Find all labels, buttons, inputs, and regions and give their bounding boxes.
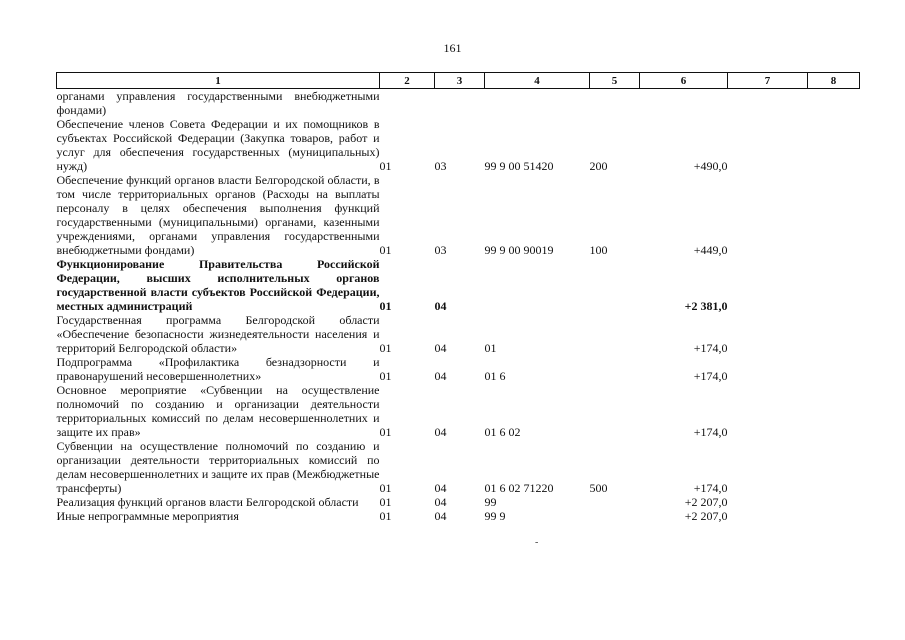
row-subsection: 03 [434,159,447,173]
row-section: 01 [379,369,392,383]
row-col-7 [728,495,808,509]
row-section: 01 [379,341,392,355]
header-col-2: 2 [380,73,435,89]
table-row [57,439,860,495]
page-number: 161 [443,41,462,55]
row-col-7 [728,383,808,439]
row-expense-type [590,89,640,118]
budget-table [56,72,860,523]
table-row [57,495,860,509]
header-col-8: 8 [808,73,860,89]
row-subsection: 04 [434,425,447,439]
header-col-6: 6 [640,73,728,89]
row-amount: +2 207,0 [684,495,728,509]
row-expense-type [590,383,640,439]
row-subsection [435,89,485,118]
row-name: Реализация функций органов власти Белгородской области [56,495,359,509]
header-col-3: 3 [435,73,485,89]
row-target-article: 99 9 00 90019 [484,243,554,257]
row-amount: +490,0 [693,159,728,173]
table-row [57,257,860,313]
table-row [57,383,860,439]
row-col-8 [808,495,860,509]
row-section: 01 [379,509,392,523]
row-col-8 [808,313,860,355]
row-target-article: 01 6 [484,369,506,383]
row-subsection: 04 [434,509,447,523]
row-subsection: 04 [434,495,447,509]
row-col-7 [728,89,808,118]
row-amount: +174,0 [693,341,728,355]
row-section: 01 [379,243,392,257]
row-col-8 [808,257,860,313]
row-section: 01 [379,425,392,439]
header-col-1: 1 [57,73,380,89]
row-section: 01 [379,481,392,495]
row-amount [640,89,728,118]
row-name: Обеспечение членов Совета Федерации и их помощников в субъектах Российской Федерации (Закупка товаров, работ и услуг для обеспечения государственных (муниципальных) нужд) [56,117,380,173]
row-section [380,89,435,118]
row-section: 01 [379,299,392,313]
row-target-article: 99 9 [484,509,506,523]
row-col-8 [808,89,860,118]
row-expense-type [590,495,640,509]
row-subsection: 04 [434,341,447,355]
table-body [57,89,860,524]
row-expense-type [590,355,640,383]
row-target-article: 99 9 00 51420 [484,159,554,173]
row-amount: +449,0 [693,243,728,257]
row-target-article [485,257,590,313]
row-target-article: 01 6 02 71220 [484,481,554,495]
row-amount: +2 207,0 [684,509,728,523]
row-name: Субвенции на осуществление полномочий по созданию и организации деятельности территориальных комиссий по делам несовершеннолетних и защите их прав (Межбюджетные трансферты) [56,439,380,495]
row-name: органами управления государственными внебюджетными фондами) [56,89,380,117]
row-col-8 [808,439,860,495]
row-col-8 [808,355,860,383]
table-row [57,355,860,383]
row-expense-type [590,313,640,355]
header-col-7: 7 [728,73,808,89]
header-row [57,73,860,89]
stray-dash-mark: - [535,537,539,548]
row-amount: +174,0 [693,425,728,439]
row-name: Государственная программа Белгородской области «Обеспечение безопасности жизнедеятельности населения и территорий Белгородской области» [56,313,380,355]
row-section: 01 [379,495,392,509]
row-col-8 [808,117,860,173]
header-col-4: 4 [485,73,590,89]
row-subsection: 03 [434,243,447,257]
row-section: 01 [379,159,392,173]
row-subsection: 04 [434,369,447,383]
row-amount: +2 381,0 [684,299,728,313]
table-row [57,509,860,523]
row-target-article: 01 6 02 [484,425,521,439]
row-name: Основное мероприятие «Субвенции на осуществление полномочий по созданию и организации деятельности территориальных комиссий по делам несовершеннолетних и защите их прав» [56,383,380,439]
row-col-7 [728,439,808,495]
row-col-7 [728,355,808,383]
row-amount: +174,0 [693,369,728,383]
row-subsection: 04 [434,299,447,313]
row-name: Иные непрограммные мероприятия [56,509,239,523]
row-target-article: 99 [484,495,497,509]
row-col-7 [728,509,808,523]
table-header [57,73,860,89]
row-expense-type [590,257,640,313]
row-col-8 [808,383,860,439]
row-col-8 [808,509,860,523]
table-row [57,117,860,173]
row-expense-type: 500 [589,481,608,495]
table-row [57,173,860,257]
row-expense-type: 100 [589,243,608,257]
row-col-7 [728,257,808,313]
table-row [57,313,860,355]
row-target-article [485,89,590,118]
row-col-7 [728,117,808,173]
row-amount: +174,0 [693,481,728,495]
row-target-article: 01 [484,341,497,355]
row-name: Обеспечение функций органов власти Белгородской области, в том числе территориальных органов (Расходы на выплаты персоналу в целях обеспечения выполнения функций государственными (муниципальными) органами, казенными учреждениями, органами управления государственными внебюджетными фондами) [56,173,380,257]
row-col-7 [728,313,808,355]
row-col-7 [728,173,808,257]
row-subsection: 04 [434,481,447,495]
row-name: Подпрограмма «Профилактика безнадзорности и правонарушений несовершеннолетних» [56,355,380,383]
row-col-8 [808,173,860,257]
table-row [57,89,860,118]
row-expense-type [590,509,640,523]
header-col-5: 5 [590,73,640,89]
row-name: Функционирование Правительства Российской Федерации, высших исполнительных органов государственной власти субъектов Российской Федерации, местных администраций [56,257,380,313]
row-expense-type: 200 [589,159,608,173]
